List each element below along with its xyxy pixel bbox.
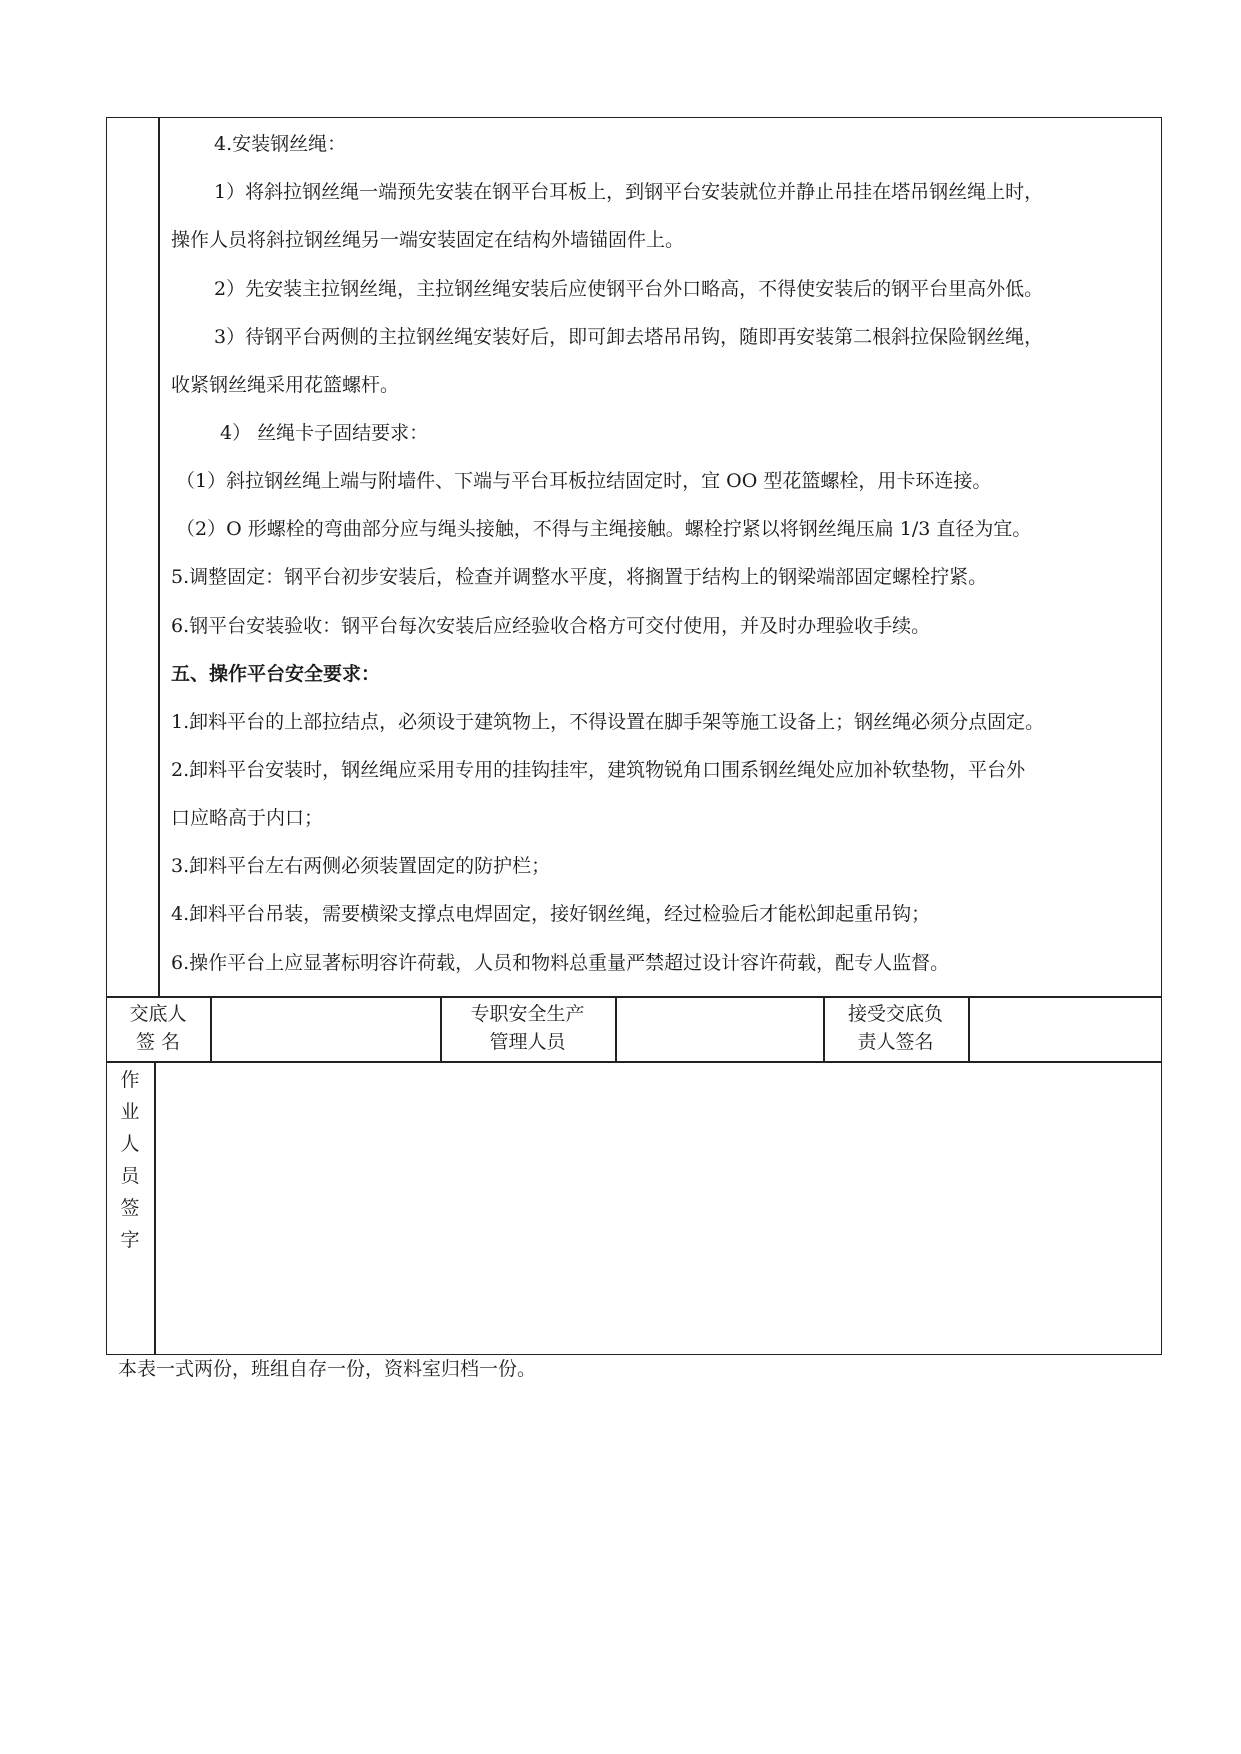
section-heading-5: 五、操作平台安全要求：: [171, 663, 381, 685]
workers-signature-label: [106, 1064, 154, 1256]
body-line-2: 1）将斜拉钢丝绳一端预先安装在钢平台耳板上，到钢平台安装就位并静止吊挂在塔吊钢丝绳上时，: [214, 181, 1044, 203]
body-line-4: 2）先安装主拉钢丝绳，主拉钢丝绳安装后应使钢平台外口略高，不得使安装后的钢平台里高外低。: [214, 278, 1044, 300]
briefer-label-line1: 交底人: [129, 1003, 187, 1025]
workers-label-char-1: 作: [120, 1069, 140, 1091]
safety-label-line1: 专职安全生产: [470, 1003, 585, 1025]
safety-officer-field[interactable]: [616, 997, 823, 1061]
body-line-8: （1）斜拉钢丝绳上端与附墙件、下端与平台耳板拉结固定时，宜 OO 型花篮螺栓，用卡环连接。: [176, 470, 992, 492]
footer-note: 本表一式两份，班组自存一份，资料室归档一份。: [118, 1358, 537, 1380]
workers-label-char-5: 签: [120, 1197, 140, 1219]
safety-officer-label: [440, 1000, 615, 1056]
workers-label-char-2: 业: [120, 1101, 140, 1123]
workers-label-char-6: 字: [120, 1229, 140, 1251]
body-line-10: 5.调整固定：钢平台初步安装后，检查并调整水平度，将搁置于结构上的钢梁端部固定螺栓拧紧。: [171, 566, 988, 588]
body-line-5: 3）待钢平台两侧的主拉钢丝绳安装好后，即可卸去塔吊吊钩，随即再安装第二根斜拉保险钢丝绳，: [214, 326, 1044, 348]
workers-label-char-4: 员: [120, 1165, 140, 1187]
body-line-15: 口应略高于内口；: [171, 807, 324, 829]
workers-signature-field[interactable]: [156, 1063, 1160, 1353]
receiver-signature-label: [823, 1000, 968, 1056]
body-line-1: 4.安装钢丝绳：: [214, 133, 347, 155]
body-line-11: 6.钢平台安装验收：钢平台每次安装后应经验收合格方可交付使用，并及时办理验收手续。: [171, 615, 931, 637]
briefer-label-line2: 签 名: [135, 1031, 181, 1053]
body-line-9: （2）O 形螺栓的弯曲部分应与绳头接触，不得与主绳接触。螺栓拧紧以将钢丝绳压扁 1/3 直径为宜。: [176, 518, 1032, 540]
body-line-6: 收紧钢丝绳采用花篮螺杆。: [171, 374, 400, 396]
body-line-7: 4） 丝绳卡子固结要求：: [220, 422, 429, 444]
body-line-3: 操作人员将斜拉钢丝绳另一端安装固定在结构外墙锚固件上。: [171, 229, 685, 251]
left-column-divider: [158, 117, 160, 997]
receiver-label-line2: 责人签名: [857, 1031, 934, 1053]
receiver-signature-field[interactable]: [969, 997, 1161, 1061]
body-line-18: 6.操作平台上应显著标明容许荷载，人员和物料总重量严禁超过设计容许荷载，配专人监督。: [171, 952, 950, 974]
body-line-13: 1.卸料平台的上部拉结点，必须设于建筑物上，不得设置在脚手架等施工设备上；钢丝绳必须分点固定。: [171, 711, 1045, 733]
safety-label-line2: 管理人员: [489, 1031, 566, 1053]
workers-label-char-3: 人: [120, 1133, 140, 1155]
receiver-label-line1: 接受交底负: [847, 1003, 943, 1025]
briefer-signature-label: [106, 1000, 210, 1056]
body-line-17: 4.卸料平台吊装，需要横梁支撑点电焊固定，接好钢丝绳，经过检验后才能松卸起重吊钩；: [171, 903, 931, 925]
body-line-14: 2.卸料平台安装时，钢丝绳应采用专用的挂钩挂牢，建筑物锐角口围系钢丝绳处应加补软垫物，平台外: [171, 759, 1026, 781]
briefer-signature-field[interactable]: [211, 997, 440, 1061]
body-line-16: 3.卸料平台左右两侧必须装置固定的防护栏；: [171, 855, 551, 877]
